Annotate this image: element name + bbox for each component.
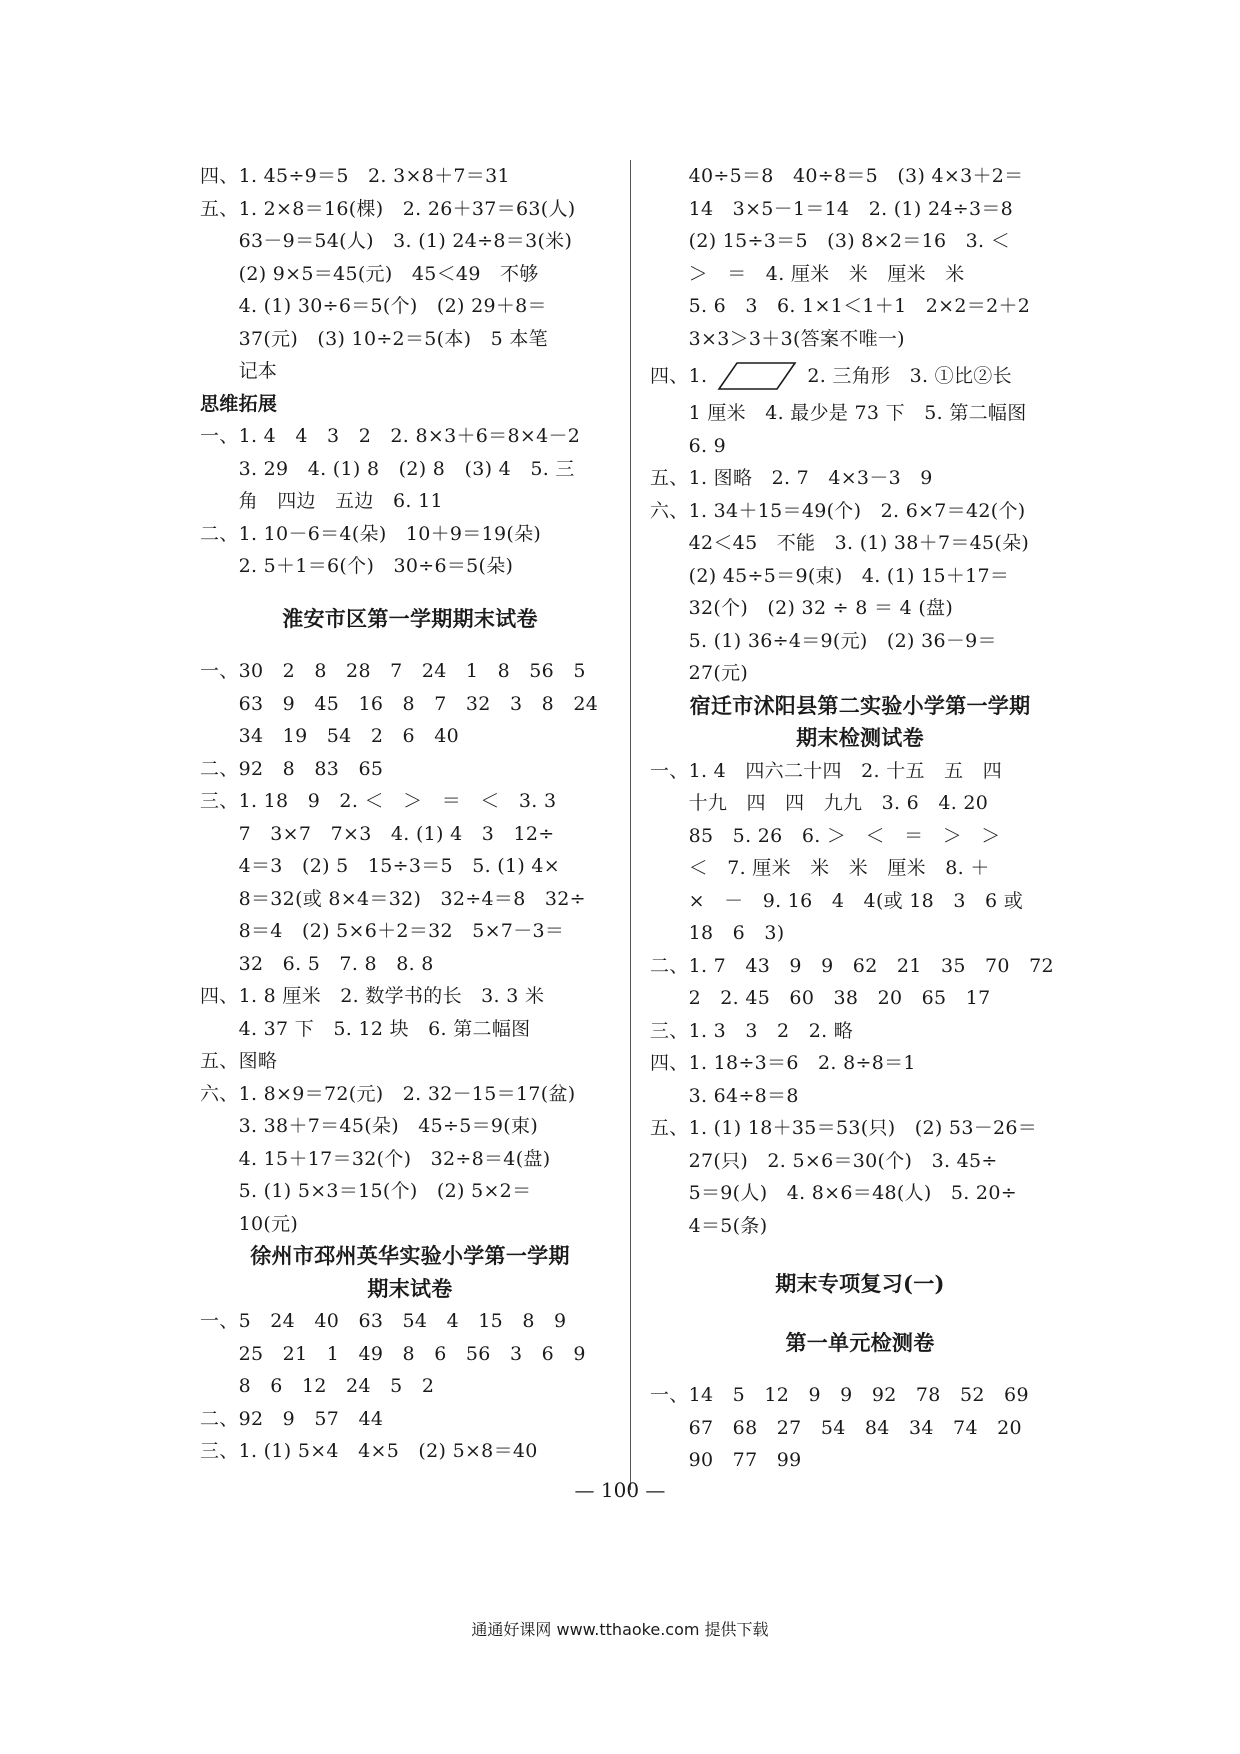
section-title: 期末专项复习(一) (775, 1271, 945, 1296)
text-line: 67 68 27 54 84 34 74 20 (650, 1416, 1022, 1439)
text-line: 2 2. 45 60 38 20 65 17 (650, 987, 991, 1009)
spacer (200, 583, 620, 603)
spacer (650, 1359, 1070, 1379)
section-title-line2: 期末检测试卷 (796, 725, 924, 750)
text-line: 角 四边 五边 6. 11 (200, 490, 443, 512)
parallelogram-answer-line (650, 355, 1070, 397)
text-line: 32 6. 5 7. 8 8. 8 (200, 952, 434, 975)
text-line: 63－9＝54(人) 3. (1) 24÷8＝3(米) (200, 230, 573, 252)
text-line: 18 6 3) (650, 922, 785, 944)
text-line: 3×3＞3＋3(答案不唯一) (650, 327, 905, 350)
text-line: 五、1. 图略 2. 7 4×3－3 9 (650, 467, 933, 489)
subsection-heading: 思维拓展 (200, 392, 278, 415)
left-column (200, 160, 620, 1468)
column-divider (630, 160, 631, 1490)
text-line: 63 9 45 16 8 7 32 3 8 24 (200, 692, 599, 715)
text-line: (2) 45÷5＝9(束) 4. (1) 15＋17＝ (650, 564, 1010, 587)
text-line: 一、1. 4 四六二十四 2. 十五 五 四 (650, 759, 1003, 782)
text-line: 85 5. 26 6. ＞ ＜ ＝ ＞ ＞ (650, 824, 1001, 847)
text-line: 一、5 24 40 63 54 4 15 8 9 (200, 1310, 567, 1332)
text-line: 4＝3 (2) 5 15÷3＝5 5. (1) 4× (200, 855, 561, 877)
text-line: 5. (1) 5×3＝15(个) (2) 5×2＝ (200, 1180, 532, 1202)
text-line: 7 3×7 7×3 4. (1) 4 3 12÷ (200, 822, 555, 845)
text-line: 8＝32(或 8×4＝32) 32÷4＝8 32÷ (200, 887, 586, 910)
text-line: ＞ ＝ 4. 厘米 米 厘米 米 (650, 262, 965, 285)
text-line: 5. (1) 36÷4＝9(元) (2) 36－9＝ (650, 629, 997, 652)
text-line: 3. 38＋7＝45(朵) 45÷5＝9(束) (200, 1115, 539, 1137)
text-line: 40÷5＝8 40÷8＝5 (3) 4×3＋2＝ (650, 165, 1024, 187)
footer-credit: 通通好课网 www.tthaoke.com 提供下载 (471, 1620, 769, 1639)
text-line: (2) 9×5＝45(元) 45＜49 不够 (200, 262, 539, 285)
text-line: 二、92 9 57 44 (200, 1407, 384, 1430)
text-line: (2) 15÷3＝5 (3) 8×2＝16 3. ＜ (650, 230, 1011, 252)
section-title: 徐州市邳州英华实验小学第一学期 (250, 1243, 570, 1268)
section-title: 宿迁市沭阳县第二实验小学第一学期 (689, 692, 1031, 718)
text-line: 一、30 2 8 28 7 24 1 8 56 5 (200, 660, 586, 682)
text-line: 四、1. 45÷9＝5 2. 3×8＋7＝31 (200, 165, 510, 187)
text-line: 14 3×5－1＝14 2. (1) 24÷3＝8 (650, 197, 1014, 220)
spacer (200, 635, 620, 655)
text-line: 27(只) 2. 5×6＝30(个) 3. 45÷ (650, 1149, 998, 1172)
text-line: 三、1. 3 3 2 2. 略 (650, 1019, 854, 1042)
text-line: 二、92 8 83 65 (200, 757, 384, 780)
text-line: 十九 四 四 九九 3. 6 4. 20 (650, 792, 989, 814)
text-line: 10(元) (200, 1212, 299, 1235)
text-line: 1 厘米 4. 最少是 73 下 5. 第二幅图 (650, 402, 1027, 424)
text-line: 4. 37 下 5. 12 块 6. 第二幅图 (200, 1017, 531, 1040)
text-line: 六、1. 8×9＝72(元) 2. 32－15＝17(盆) (200, 1082, 576, 1105)
text-line: 6. 9 (650, 434, 727, 457)
text-line: 90 77 99 (650, 1449, 802, 1471)
text-line: 3. 29 4. (1) 8 (2) 8 (3) 4 5. 三 (200, 457, 575, 480)
text-line: 27(元) (650, 662, 749, 684)
text-line: 4. (1) 30÷6＝5(个) (2) 29＋8＝ (200, 295, 547, 317)
text-line: 37(元) (3) 10÷2＝5(本) 5 本笔 (200, 327, 548, 350)
parallelogram-figure (717, 361, 797, 391)
text-line: × － 9. 16 4 4(或 18 3 6 或 (650, 889, 1024, 912)
text-line: 五、图略 (200, 1050, 278, 1072)
text-line: 2. 5＋1＝6(个) 30÷6＝5(朵) (200, 555, 514, 577)
section-title: 淮安市区第一学期期末试卷 (282, 605, 538, 631)
text-line: 4. 15＋17＝32(个) 32÷8＝4(盘) (200, 1147, 551, 1170)
spacer (650, 1301, 1070, 1327)
text-line: 三、1. 18 9 2. ＜ ＞ ＝ ＜ 3. 3 (200, 790, 557, 812)
section-title: 第一单元检测卷 (785, 1329, 935, 1355)
text-line: 42＜45 不能 3. (1) 38＋7＝45(朵) (650, 532, 1030, 554)
text-line: 二、1. 10－6＝4(朵) 10＋9＝19(朵) (200, 522, 542, 545)
text-line: 记本 (200, 360, 278, 382)
text-line: 8＝4 (2) 5×6＋2＝32 5×7－3＝ (200, 920, 565, 942)
section-title-line2: 期末试卷 (367, 1275, 453, 1301)
page-number: — 100 — (574, 1478, 666, 1502)
text-line: 5＝9(人) 4. 8×6＝48(人) 5. 20÷ (650, 1182, 1017, 1204)
text-line: 六、1. 34＋15＝49(个) 2. 6×7＝42(个) (650, 499, 1026, 522)
text-line: ＜ 7. 厘米 米 米 厘米 8. ＋ (650, 857, 990, 879)
spacer (650, 1242, 1070, 1268)
text-line: 一、1. 4 4 3 2 2. 8×3＋6＝8×4－2 (200, 425, 581, 447)
text-line: 3. 64÷8＝8 (650, 1084, 799, 1107)
text-line: 34 19 54 2 6 40 (200, 725, 459, 747)
right-column (650, 160, 1070, 1477)
text-line: 25 21 1 49 8 6 56 3 6 9 (200, 1342, 586, 1365)
text-line: 五、1. (1) 18＋35＝53(只) (2) 53－26＝ (650, 1117, 1038, 1139)
text-line: 2. 三角形 3. ①比②长 (807, 364, 1012, 387)
text-line: 4＝5(条) (650, 1214, 768, 1237)
text-line: 四、1. 8 厘米 2. 数学书的长 3. 3 米 (200, 985, 545, 1007)
text-line: 8 6 12 24 5 2 (200, 1375, 435, 1397)
text-line: 四、1. (650, 364, 708, 387)
text-line: 四、1. 18÷3＝6 2. 8÷8＝1 (650, 1052, 916, 1074)
text-line: 32(个) (2) 32 ÷ 8 ＝ 4 (盘) (650, 597, 954, 619)
text-line: 三、1. (1) 5×4 4×5 (2) 5×8＝40 (200, 1440, 538, 1462)
text-line: 五、1. 2×8＝16(棵) 2. 26＋37＝63(人) (200, 197, 576, 220)
text-line: 二、1. 7 43 9 9 62 21 35 70 72 (650, 954, 1054, 977)
text-line: 一、14 5 12 9 9 92 78 52 69 (650, 1384, 1029, 1406)
text-line: 5. 6 3 6. 1×1＜1＋1 2×2＝2＋2 (650, 295, 1031, 317)
